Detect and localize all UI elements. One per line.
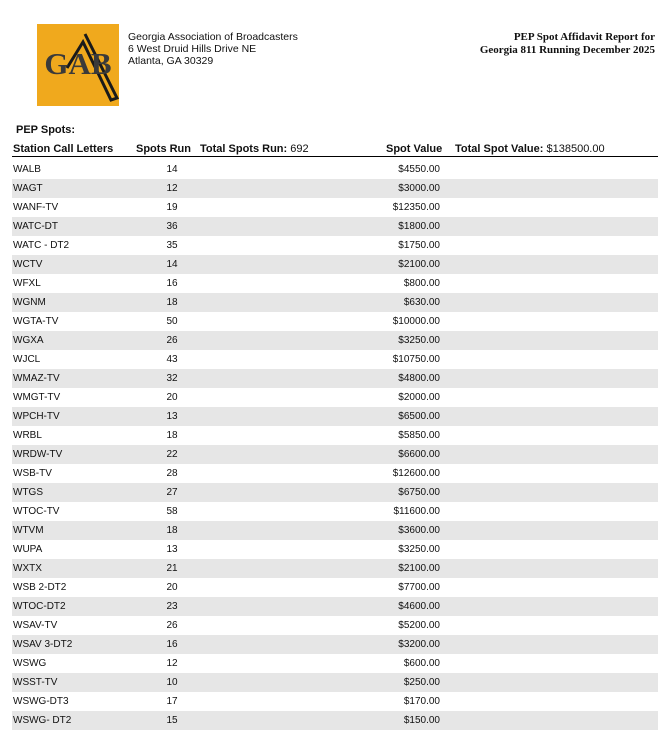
spots-cell: 35 [166,240,178,251]
station-cell: WSST-TV [13,677,58,688]
station-cell: WRDW-TV [13,449,63,460]
station-cell: WGXA [13,335,44,346]
total-value-label: Total Spot Value: [455,143,544,155]
spots-cell: 10 [166,677,178,688]
station-cell: WFXL [13,278,41,289]
station-cell: WSWG-DT3 [13,696,69,707]
total-spots-label: Total Spots Run: [200,143,288,155]
col-spot-value: Spot Value [386,143,443,155]
station-cell: WGNM [13,297,46,308]
spots-cell: 13 [166,544,178,555]
station-cell: WSWG [13,658,47,669]
table-row [12,616,658,635]
spots-cell: 43 [166,354,178,365]
table-row [12,521,658,540]
station-cell: WMAZ-TV [13,373,60,384]
station-cell: WAGT [13,183,43,194]
value-cell: $4800.00 [398,373,440,384]
table-row [12,160,658,179]
station-cell: WTGS [13,487,43,498]
value-cell: $4600.00 [398,601,440,612]
stations-table-body [12,160,658,730]
spots-cell: 18 [166,297,178,308]
table-row [12,502,658,521]
table-row [12,217,658,236]
value-cell: $600.00 [403,658,440,669]
total-spots-value: 692 [290,143,309,155]
value-cell: $10750.00 [392,354,440,365]
spots-cell: 21 [166,563,178,574]
table-row [12,654,658,673]
table-row [12,293,658,312]
report-title [480,31,655,57]
spots-cell: 19 [166,202,178,213]
table-row [12,673,658,692]
value-cell: $3000.00 [398,183,440,194]
spots-cell: 26 [166,620,178,631]
value-cell: $1750.00 [398,240,440,251]
station-cell: WXTX [13,563,42,574]
value-cell: $6750.00 [398,487,440,498]
table-row [12,369,658,388]
value-cell: $5200.00 [398,620,440,631]
gab-logo [37,24,119,106]
station-cell: WATC-DT [13,221,58,232]
station-cell: WTVM [13,525,44,536]
value-cell: $11600.00 [393,506,440,517]
table-row [12,711,658,730]
value-cell: $7700.00 [398,582,440,593]
total-value-value: $138500.00 [546,143,605,155]
table-header [12,143,658,157]
station-cell: WATC - DT2 [13,240,70,251]
station-cell: WTOC-DT2 [13,601,66,612]
value-cell: $2000.00 [398,392,440,403]
value-cell: $4550.00 [398,164,440,175]
org-name: Georgia Association of Broadcasters [128,31,298,43]
spots-cell: 27 [166,487,178,498]
spots-cell: 28 [166,468,178,479]
table-row [12,331,658,350]
table-row [12,559,658,578]
table-row [12,274,658,293]
report-title-line1: PEP Spot Affidavit Report for [513,31,655,43]
table-row [12,179,658,198]
station-cell: WANF-TV [13,202,59,213]
value-cell: $10000.00 [392,316,440,327]
logo-lettering: GAB [44,46,112,81]
table-row [12,445,658,464]
table-row [12,312,658,331]
station-cell: WALB [13,164,41,175]
value-cell: $170.00 [403,696,440,707]
station-cell: WRBL [13,430,42,441]
spots-cell: 14 [166,259,178,270]
value-cell: $2100.00 [398,259,440,270]
table-row [12,635,658,654]
station-cell: WTOC-TV [13,506,60,517]
value-cell: $150.00 [403,715,440,726]
spots-cell: 36 [166,221,178,232]
station-cell: WSWG- DT2 [13,715,72,726]
spots-cell: 32 [166,373,178,384]
value-cell: $5850.00 [398,430,440,441]
org-address-line2: Atlanta, GA 30329 [128,55,214,67]
value-cell: $630.00 [403,297,440,308]
gab-logo-mark [37,24,119,106]
spots-cell: 13 [166,411,178,422]
table-row [12,198,658,217]
station-cell: WSB-TV [13,468,52,479]
table-row [12,350,658,369]
spots-cell: 18 [166,430,178,441]
section-label: PEP Spots: [16,124,76,136]
col-spots-run: Spots Run [136,143,191,155]
org-address-block [128,31,298,67]
value-cell: $12350.00 [392,202,440,213]
table-row [12,255,658,274]
col-station: Station Call Letters [13,143,114,155]
spots-cell: 26 [166,335,178,346]
value-cell: $250.00 [403,677,440,688]
value-cell: $1800.00 [398,221,440,232]
spots-cell: 20 [166,392,178,403]
report-title-line2: Georgia 811 Running December 2025 [479,44,655,56]
table-row [12,426,658,445]
spots-cell: 50 [166,316,178,327]
spots-cell: 17 [166,696,178,707]
spots-cell: 23 [166,601,178,612]
value-cell: $2100.00 [398,563,440,574]
spots-cell: 12 [166,183,178,194]
station-cell: WJCL [13,354,41,365]
table-row [12,692,658,711]
spots-cell: 12 [166,658,178,669]
station-cell: WCTV [13,259,43,270]
table-row [12,236,658,255]
station-cell: WMGT-TV [13,392,61,403]
station-cell: WUPA [13,544,43,555]
value-cell: $3250.00 [398,544,440,555]
spots-cell: 14 [166,164,178,175]
org-address-line1: 6 West Druid Hills Drive NE [128,43,257,55]
table-row [12,540,658,559]
spots-cell: 58 [166,506,178,517]
station-cell: WGTA-TV [13,316,59,327]
value-cell: $6500.00 [398,411,440,422]
spots-cell: 18 [166,525,178,536]
spots-cell: 22 [166,449,178,460]
spots-cell: 16 [166,639,178,650]
station-cell: WSAV 3-DT2 [13,639,73,650]
table-row [12,578,658,597]
spots-cell: 15 [166,715,178,726]
station-cell: WSAV-TV [13,620,58,631]
table-row [12,464,658,483]
value-cell: $3200.00 [398,639,440,650]
station-cell: WPCH-TV [13,411,60,422]
table-row [12,388,658,407]
table-row [12,483,658,502]
table-row [12,597,658,616]
value-cell: $800.00 [403,278,440,289]
spots-cell: 16 [166,278,178,289]
value-cell: $12600.00 [392,468,440,479]
value-cell: $3250.00 [398,335,440,346]
table-row [12,407,658,426]
station-cell: WSB 2-DT2 [13,582,67,593]
value-cell: $3600.00 [398,525,440,536]
spots-cell: 20 [166,582,178,593]
value-cell: $6600.00 [398,449,440,460]
